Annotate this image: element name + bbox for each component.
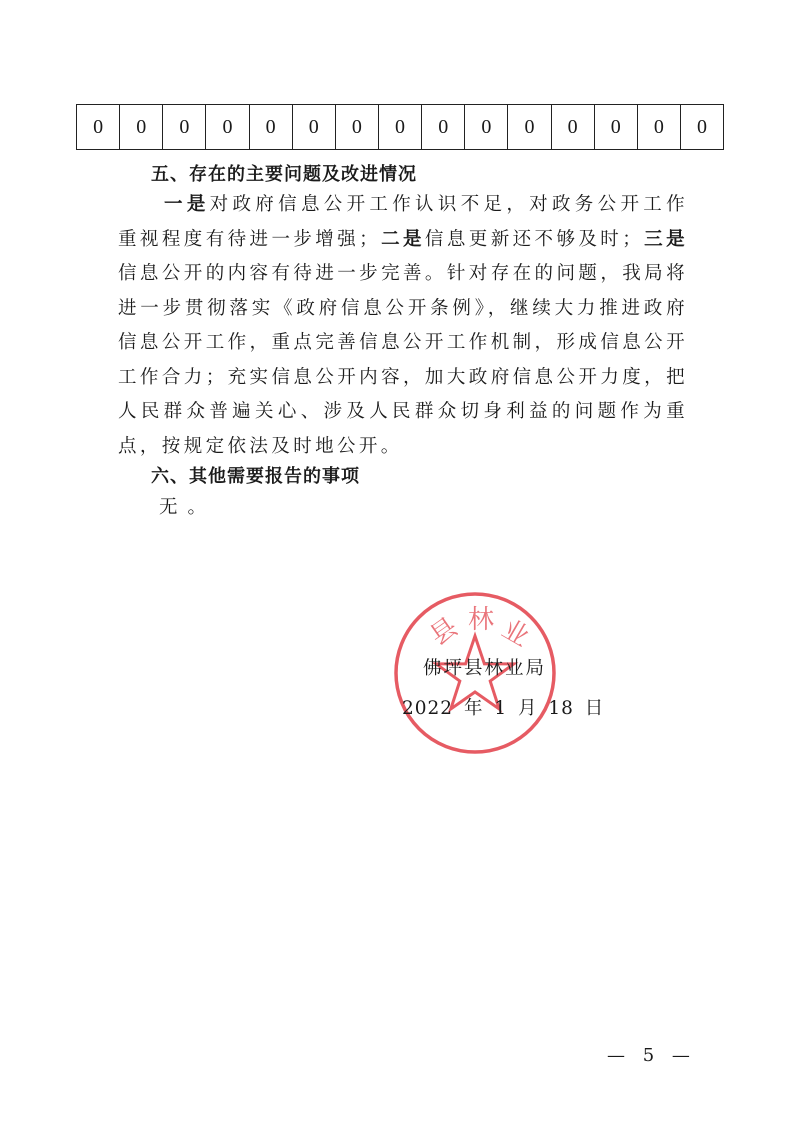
table-cell: 0 bbox=[335, 105, 378, 149]
signature-date: 2022 年 1 月 18 日 bbox=[402, 698, 605, 719]
point-2-text: 信息更新还不够及时； bbox=[424, 228, 645, 250]
table-cell: 0 bbox=[551, 105, 594, 149]
table-cell: 0 bbox=[594, 105, 637, 149]
point-2-label: 二是 bbox=[381, 228, 425, 250]
table-cell: 0 bbox=[378, 105, 421, 149]
point-3-text: 信息公开的内容有待进一步完善。针对存在的问题，我局将进一步贯彻落实《政府信息公开条例》，继续大力推进政府信息公开工作，重点完善信息公开工作机制，形成信息公开工作合力；充实信息公开内容，加大政府信息公开力度，把人民群众普遍关心、涉及人民群众切身利益的问题作为重点，按规定依法及时地公开。 bbox=[118, 263, 688, 457]
point-1-label: 一是 bbox=[164, 194, 210, 215]
svg-text:业: 业 bbox=[496, 614, 535, 654]
svg-text:林: 林 bbox=[468, 605, 495, 635]
table-cell: 0 bbox=[637, 105, 680, 149]
point-1-text: 对政府信息公开工作认识不足，对政务公开工作重视程度有待进一步增强； bbox=[118, 194, 688, 250]
data-table-row bbox=[76, 104, 724, 150]
table-cell: 0 bbox=[205, 105, 248, 149]
table-cell: 0 bbox=[464, 105, 507, 149]
table-cell: 0 bbox=[162, 105, 205, 149]
section-5-paragraph bbox=[118, 188, 688, 464]
table-cell: 0 bbox=[249, 105, 292, 149]
table-cell: 0 bbox=[119, 105, 162, 149]
table-cell: 0 bbox=[680, 105, 723, 149]
section-6-heading: 六、其他需要报告的事项 bbox=[151, 466, 360, 487]
section-5-heading: 五、存在的主要问题及改进情况 bbox=[151, 164, 417, 185]
table-cell: 0 bbox=[93, 115, 104, 138]
table-cell: 0 bbox=[421, 105, 464, 149]
table-cell: 0 bbox=[292, 105, 335, 149]
point-3-label: 三是 bbox=[644, 228, 688, 250]
signature-org: 佛坪县林业局 bbox=[423, 658, 547, 679]
svg-text:县: 县 bbox=[424, 612, 464, 652]
section-6-content: 无。 bbox=[159, 497, 217, 518]
table-cell: 0 bbox=[507, 105, 550, 149]
page-number: — 5 — bbox=[607, 1045, 696, 1066]
